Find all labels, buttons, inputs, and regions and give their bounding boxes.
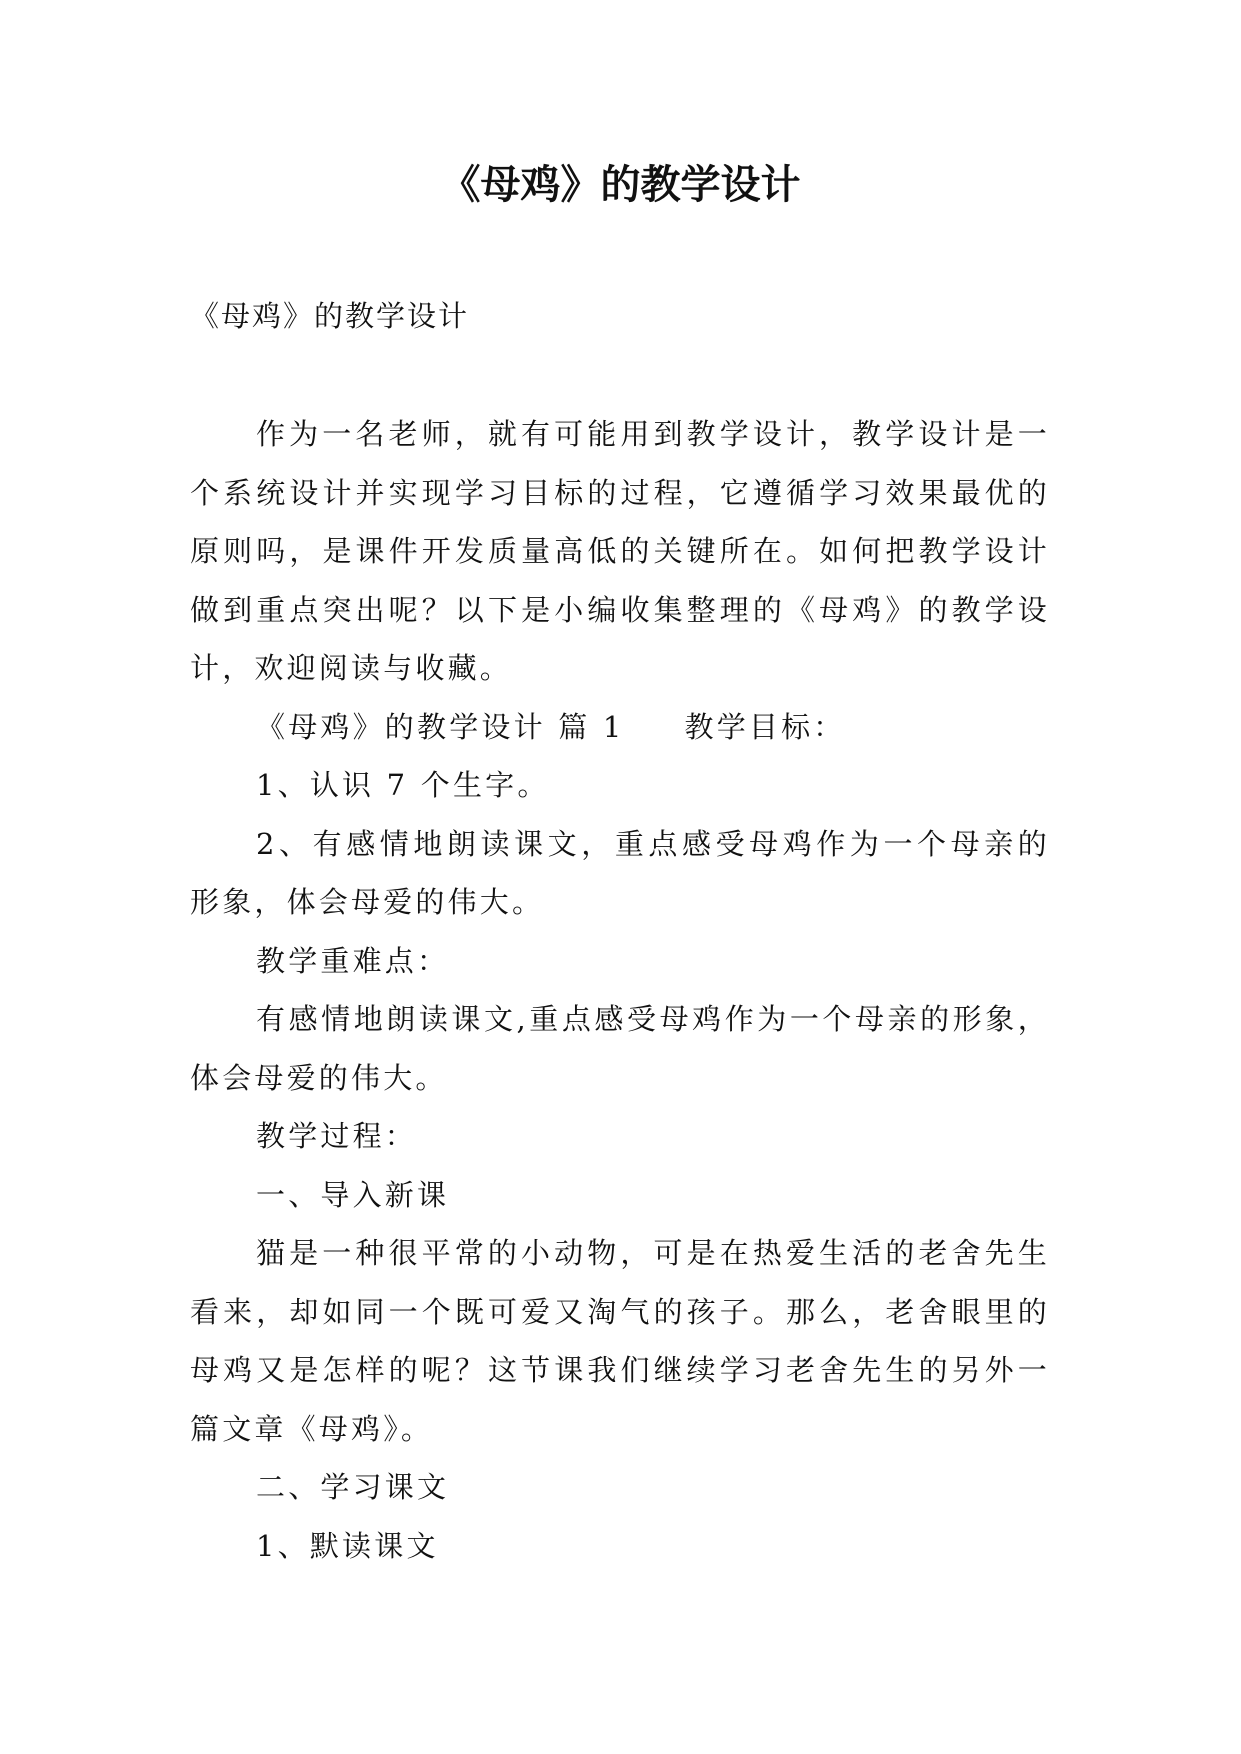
key-points-paragraph: 有感情地朗读课文,重点感受母鸡作为一个母亲的形象，体会母爱的伟大。 [190, 1002, 1050, 1095]
document-subtitle: 《母鸡》的教学设计 [190, 299, 470, 333]
intro-paragraph: 作为一名老师，就有可能用到教学设计，教学设计是一个系统设计并实现学习目标的过程，它遵循学习效果最优的原则吗，是课件开发质量高低的关键所在。如何把教学设计做到重点突出呢？以下是小编收集整理的《母鸡》的教学设计，欢迎阅读与收藏。 [190, 417, 1050, 685]
key-points-label: 教学重难点： [256, 943, 450, 978]
process-label: 教学过程： [256, 1119, 418, 1153]
section-heading-line [190, 698, 1050, 757]
section-heading: 《母鸡》的教学设计 篇 1 [256, 709, 625, 744]
objectives-label: 教学目标： [684, 709, 846, 744]
document-title: 《母鸡》的教学设计 [440, 162, 801, 208]
objective-2: 2、有感情地朗读课文，重点感受母鸡作为一个母亲的形象，体会母爱的伟大。 [190, 826, 1050, 919]
step-1-title: 一、导入新课 [256, 1177, 450, 1212]
document-body [190, 405, 1050, 1575]
step-1-paragraph: 猫是一种很平常的小动物，可是在热爱生活的老舍先生看来，却如同一个既可爱又淘气的孩子。那么，老舍眼里的母鸡又是怎样的呢？这节课我们继续学习老舍先生的另外一篇文章《母鸡》。 [190, 1236, 1050, 1446]
step-2-title: 二、学习课文 [256, 1470, 450, 1504]
step-2-sub-1: 1、默读课文 [256, 1528, 439, 1563]
objective-1: 1、认识 7 个生字。 [256, 768, 550, 802]
